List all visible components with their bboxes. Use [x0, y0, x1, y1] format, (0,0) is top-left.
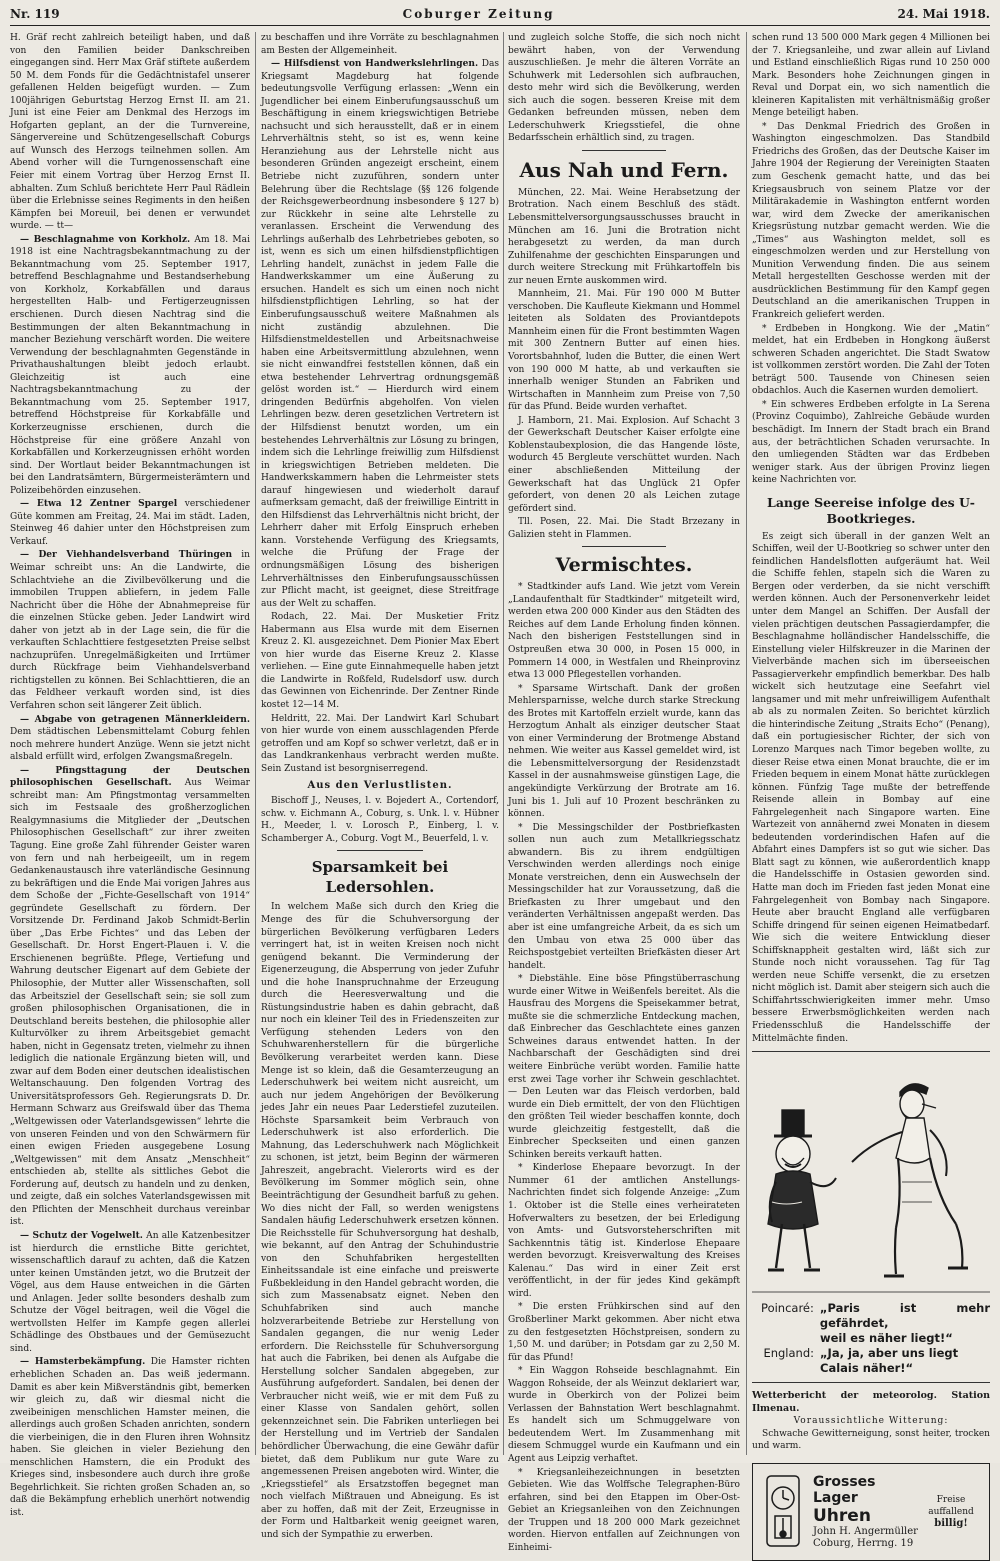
caption-text: Calais näher!“: [820, 1361, 914, 1376]
divider: [582, 150, 666, 151]
column-2: [261, 32, 499, 1540]
section-title: Vermischtes.: [555, 554, 693, 577]
article-heading: — Hamsterbekämpfung.: [20, 1357, 146, 1368]
column-divider: [255, 32, 256, 1455]
masthead: [10, 4, 990, 24]
article-paragraph: J. Hamborn, 21. Mai. Explosion. Auf Schacht 3 der Gewerkschaft Deutscher Kaiser erfolgte eine Koblenstaubexplosion, die das Hangende löste, wodurch 45 Bergleute verschüttet wurden. Nach einer abschließenden Mitteilung der Gewerkschaft hat das Unglück 21 Opfer gefordert, von denen 20 als Leichen zutage gefördert sind.: [508, 415, 740, 514]
weather-forecast: Schwache Gewitterneigung, sonst heiter, trocken und warm.: [752, 1428, 990, 1452]
weather-heading: Wetterbericht der meteorolog. Station Ilmenau.: [752, 1390, 990, 1415]
article-heading: — Abgabe von getragenen Männerkleidern.: [20, 714, 250, 725]
article-paragraph: Es zeigt sich überall in der ganzen Welt an Schiffen, weil der U-Bootkrieg so schwer unter den feindlichen Handelsflotten aufgeräumt hat. Weil die Schiffe fehlen, stapeln sich die Waren zu Bergen oder verderben, da sie nicht verschifft werden können. Auch der Personenverkehr leidet unter dem Mangel an Schiffen. Der Ausfall der vielen prächtigen deutschen Passagierdampfer, die Beschlagnahme holländischer Handelsschiffe, die Einstellung vieler Hilfskreuzer in die Marinen der Vielverbände machen sich im überseeischen Passagierverkehr empfindlich bemerkbar. Des halb wickelt sich heutzutage eine Seefahrt viel langsamer und mit mehr unfreiwilligem Aufenthalt ab als zu normalen Zeiten. So berichtet kürzlich die hinterindische Zeitung „Straits Echo“ (Penang), daß ein portugiesischer Richter, der sich von Lorenzo Marques nach Timor begeben wollte, zu dieser Reise etwa einen Monat brauchte, die er im Frieden bequem in einem Monat hätte zurücklegen können. Fünfzig Tage mußte der betreffende Reisende allein in Bombay auf eine Fahrgelegenheit nach Singapore warten. Eine Wartezeit von annähernd zwei Monaten in diesem bedeutenden vorderindischen Hafen auf die Abfahrt eines Dampfers ist so gut wie sicher. Das Blatt sagt zu können, wie außerordentlich knapp die Handelsschiffe in Ostasien geworden sind. Hatte man doch im Frieden fast jeden Monat eine Fahrgelegenheit von Bombay nach Singapore. Heute aber braucht England alle verfügbaren Schiffe dringend für seinen eigenen Heimatbedarf. Wie sich die weitere Entwicklung dieser Schiffsknappheit gestalten wird, läßt sich zur Stunde noch nicht voraussehen. Tag für Tag werden neue Schiffe versenkt, die zu ersetzen nicht möglich ist. Damit aber steigern sich auch die Schiffahrtsschwierigkeiten immer mehr. Umso bessere Erwerbsmöglichkeiten werden nach Friedensschluß die Handelsschiffe der Mittelmächte finden.: [752, 531, 990, 1044]
caption-text: „Paris ist mehr gefährdet,: [819, 1301, 990, 1331]
cartoon-illustration: [752, 1052, 990, 1320]
article-text: Aus Weimar schreibt man: Am Pfingstmontag versammelten sich im Festsaale des großherzoglichen Realgymnasiums die Mitglieder der „Deutschen Philosophischen Gesellschaft“ zur ihrer zweiten Tagung. Eine große Zahl führender Geister waren von fern und nah herbeigeeilt, um in regem Gedankenaustausch ihre vaterländische Gesinnung zu bekräftigen und die Ende Mai vorigen Jahres aus dem Schoße der „Fichte-Gesellschaft von 1914“ gegründete Gesellschaft zu fördern. Der Vorsitzende Dr. Ferdinand Jakob Schmidt-Berlin über „Das Erbe Fichtes“ und das Leben der Gesellschaft. Dr. Horst Engert-Plauen i. V. die Erschienenen begrüßte. Pflege, Vertiefung und Wahrung deutscher Eigenart auf dem Gebiete der Philosophie, der Mutter aller Wissenschaften, soll das Arbeitsziel der Gesellschaft sein; sie soll zum großen philosophischen Organisationen, die in Deutschland bereits bestehen, die philosophie aller Kulturvölker zu ihrem Arbeitsgebiet gemacht haben, nicht in Gegensatz treten, vielmehr zu ihnen lediglich die nationale Ergänzung bieten will, und zwar auf dem Boden einer deutschen idealistischen Weltanschauung. Den folgenden Vortrag des Universitätsprofessors Geh. Regierungsrats D. Dr. Hermann Schwarz aus Greifswald über das Thema „Weltgewissen oder Vaterlandsgewissen“ lehrte die von unseren Feinden und von den Schwärmern für einen ewigen Frieden ausgegebene Losung „Weltgewissen“ mit dem Ansatz „Menschheit“ entschieden ab, stellte als sittliches Gebot die Forderung auf, deutsch zu handeln und zu denken, und zeigte, daß ein solches Vaterlandsgewissen mit den Pflichten der Menschheit durchaus vereinbar ist.: [10, 778, 250, 1228]
political-cartoon: [752, 1051, 990, 1383]
article-heading: — Pfingsttagung der Deutschen philosophischen Gesellschaft.: [10, 765, 250, 789]
divider: [337, 850, 423, 851]
article-heading: — Hilfsdienst von Handwerkslehrlingen.: [271, 59, 479, 70]
article-text: Am 18. Mai 1918 ist eine Nachtragsbekanntmachung zu der Bekanntmachung vom 25. September 1917, betreffend Beschlagnahme und Bestandserhebung von Korkholz, Korkabfällen und daraus hergestellten Halb- und Fertigerzeugnissen erschienen. Durch diesen Nachtrag sind die Bestimmungen der alten Bekanntmachung in mancher Beziehung verschärft worden. Die weitere Verwendung der beschlagnahmten Gegenstände in Privathaushaltungen bleibt jedoch erlaubt. Gleichzeitig ist auch eine Nachtragsbekanntmachung zu der Bekanntmachung vom 25. September 1917, betreffend Höchstpreise für Korkabfälle und Korkerzeugnisse erschienen, durch die Höchstpreise für eine größere Anzahl von Korkabfällen und Korkerzeugnissen erhöht worden sind. Der Wortlaut beider Bekanntmachungen ist bei den Landratsämtern, Bürgermeisterämtern und Polizeibehörden einzusehen.: [10, 234, 250, 496]
caption-speaker: England:: [763, 1346, 814, 1361]
ad-price-text: auffallend: [928, 1506, 974, 1517]
article-paragraph: * Die ersten Frühkirschen sind auf den Großberliner Markt gekommen. Aber nicht etwa zu den festgesetzten Höchstpreisen, sondern zu 1,50 M. und darüber; in Potsdam gar zu 2,50 M. für das Pfund!: [508, 1302, 740, 1363]
article-paragraph: und zugleich solche Stoffe, die sich noch nicht bewährt haben, von der Verwendung auszuschließen. Je mehr die älteren Vorräte an Schuhwerk mit Ledersohlen sich aufbrauchen, desto mehr wird sich die Bevölkerung, werden sich auch die sogen. besseren Kreise mit dem Gedanken befreunden müssen, neben dem Lederschuhwerk Kriegsstiefel, die ohne Bedarfsschein erhältlich sind, zu tragen.: [508, 33, 740, 144]
newspaper-title: Coburger Zeitung: [402, 7, 555, 21]
watch-icon: [761, 1470, 805, 1554]
article-paragraph: * Stadtkinder aufs Land. Wie jetzt vom Verein „Landaufenthalt für Stadtkinder“ mitgeteilt wird, werden etwa 200 000 Kinder aus den Städten des Reiches auf dem Lande Erholung finden können. Nach den bisherigen Feststellungen sind in Ostpreußen etwa 30 000, in Posen 15 000, in Pommern 14 000, in Westfalen und Rheinprovinz etwa 13 000 Pflegestellen vorhanden.: [508, 582, 740, 681]
section-subheading: Aus den Verlustlisten.: [307, 780, 453, 792]
article-paragraph: * Kriegsanleihezeichnungen in besetzten Gebieten. Wie das Wolffsche Telegraphen-Büro erfahren, sind bei den Etappen im Ober-Ost-Gebiet an Kriegsanleihen von den Zeichnungen der Truppen und 18 200 000 Mark gezeichnet worden. Hiervon entfallen auf Zeichnungen von Einheimi-: [508, 1467, 740, 1553]
article-paragraph: Mannheim, 21. Mai. Für 190 000 M Butter verschoben. Die Kaufleute Kiekmann und Hommel leiteten als Soldaten des Proviantdepots Mannheim einen für die Front bestimmten Wagen mit 300 Zentnern Butter auf einen hies. Vorortsbahnhof, luden die Butter, die einen Wert von 190 000 M hatte, ab und verkauften sie innerhalb weniger Stunden an Fabriken und Wirtschaften in Mannheim zum Preise von 7,50 für das Pfund. Beide wurden verhaftet.: [508, 289, 740, 413]
article-paragraph: * Ein Waggon Rohseide beschlagnahmt. Ein Waggon Rohseide, der als Weinzut deklariert war, wurde in Oberkirch von der Polizei beim Verlassen der Bahnstation Wert beschlagnahmt. Es handelt sich um Schmuggelware von bedeutendem Wert. Im Zusammenhang mit diesem Schmuggel wurde ein Kaufmann und ein Agent aus Leipzig verhaftet.: [508, 1366, 740, 1464]
article-heading: — Der Viehhandelsverband Thüringen: [20, 550, 233, 561]
article-title: Lange Seereise infolge des U-Bootkrieges.: [767, 494, 975, 526]
article-title: Sparsamkeit bei Ledersohlen.: [311, 858, 449, 897]
column-4: [752, 32, 990, 1549]
column-3: [508, 32, 740, 1553]
ad-firm: John H. Angermüller: [813, 1525, 918, 1537]
column-divider: [503, 32, 504, 1455]
article-text: An alle Katzenbesitzer ist hierdurch die ernstliche Bitte gerichtet, wissenschaftlich darauf zu achten, daß die Katzen unter keinen Umständen jetzt, wo die Brutzeit der Vögel, aus dem Hause entweichen in die Gärten und Anlagen. Jeder sollte besonders deshalb zum Schutze der Vögel beitragen, weil die Vögel die wertvollsten Helfer im Kampfe gegen allerlei Schädlinge des Obstbaues und der Gemüsezucht sind.: [10, 1230, 250, 1354]
caption-text: weil es näher liegt!“: [820, 1331, 953, 1346]
article-paragraph: * Die Messingschilder der Postbriefkasten sollen nun auch zum Metallkriegsschatz abwandern. Bis zu ihrem endgültigen Verschwinden werden allerdings noch einige Monate verstreichen, denn ein Auswechseln der Messingschilder hat zur Voraussetzung, daß die Briefkasten zu Ihrer umgebaut und den veränderten Verhältnissen angepaßt werden. Das aber ist eine umfangreiche Arbeit, da es sich um den Umbau von etwa 25 000 über das Reichspostgebiet verteilten Briefkästen dieser Art handelt.: [508, 822, 740, 971]
article-paragraph: Tll. Posen, 22. Mai. Die Stadt Brzezany in Galizien steht in Flammen.: [508, 517, 740, 540]
issue-number: Nr. 119: [10, 7, 60, 21]
caption-speaker: Poincaré:: [761, 1301, 814, 1316]
article-paragraph: * Sparsame Wirtschaft. Dank der großen Mehlersparnisse, welche durch starke Streckung des Brotes mit Kartoffeln erzielt wurde, kann das Herzogtum Anhalt als einziger deutscher Staat von einer Verminderung der Brotmenge Abstand nehmen. Wie weiter aus Kassel gemeldet wird, ist die Lebensmittelversorgung der Residenzstadt Kassel in der ausnahmsweise günstigen Lage, die angekündigte Verkürzung der Brotrate am 16. Juni bis 1. Juli auf 10 Prozent beschränken zu können.: [508, 683, 740, 820]
article-paragraph: schen rund 13 500 000 Mark gegen 4 Millionen bei der 7. Kriegsanleihe, und zwar allein auf Livland und Estland einschließlich Rigas rund 10 250 000 Mark. Besonders hohe Zeichnungen gingen in Reval und Dorpat ein, wo sich namentlich die kleineren Kapitalisten mit verhältnismäßig großer Menge beteiligt haben.: [752, 33, 990, 119]
article-heading: — Etwa 12 Zentner Spargel: [20, 499, 178, 510]
article-text: Dem städtischen Lebensmittelamt Coburg fehlen noch mehrere hundert Anzüge. Wenn sie jetzt nicht alsbald erfüllt wird, erfolgen Zwangsmaßregeln.: [10, 727, 250, 763]
divider: [582, 546, 666, 547]
article-heading: — Schutz der Vogelwelt.: [20, 1230, 143, 1241]
issue-date: 24. Mai 1918.: [897, 7, 990, 21]
caption-text: „Ja, ja, aber uns liegt: [820, 1346, 959, 1361]
article-paragraph: * Ein schweres Erdbeben erfolgte in La Serena (Provinz Coquimbo), Zahlreiche Gebäude wurden beschädigt. Im Innern der Stadt brach ein Brand aus, der beträchtlichen Schaden verursachte. In den umliegenden Städten war das Erdbeben weniger stark. Aus der übrigen Provinz liegen keine Nachrichten vor.: [752, 399, 990, 486]
article-paragraph: Bischoff J., Neuses, l. v. Bojedert A., Cortendorf, schw. v. Eichmann A., Coburg, s. Unk. l. v. Hübner H., Meeder, l. v. Lorosch P., Einberg, l. v. Schamberger A., Coburg. Vogt M., Beuerfeld, l. v.: [261, 796, 499, 844]
weather-subheading: Voraussichtliche Witterung:: [793, 1416, 949, 1427]
article-text: Das Kriegsamt Magdeburg hat folgende bedeutungsvolle Verfügung erlassen: „Wenn ein Jugendlicher bei einem Einberufungsausschuß um Beschäftigung in einem kriegswichtigen Betriebe nachsucht und sich herausstellt, daß er in einem Lehrverhältnis steht, so ist es, wenn keine Heranziehung aus der Lehrstelle nicht aus besonderen Gründen angezeigt erscheint, einem Betriebe nicht zuzuführen, sondern unter Belehrung über die Rechtslage (§§ 126 folgende der Reichsgewerbeordnung insbesondere § 127 b) zur Rückkehr in seine alte Lehrstelle zu veranlassen. Erscheint die Verwendung des Lehrlings außerhalb des Lehrbetriebes geboten, so ist, wenn es sich um einen hilfsdienstpflichtigen Lehrling handelt, zunächst in jedem Falle die Handwerkskammer um eine Äußerung zu ersuchen. Handelt es sich um einen noch nicht hilfsdienstpflichtigen Lehrling, so hat der Einberufungsausschuß weitere Maßnahmen als nicht zuständig abzulehnen. Die Hilfsdienstmeldestellen und Arbeitsnachweise haben eine Arbeitsvermittlung abzulehnen, wenn sie nicht einwandfrei feststellen können, daß ein etwa bestehender Lehrvertrag ordnungsgemäß gelöst worden ist.“ — Hierdurch wird einem dringenden Bedürfnis abgeholfen. Von vielen Lehrlingen bezw. deren gesetzlichen Vertretern ist der Hilfsdienst benutzt worden, um ein bestehendes Lehrverhältnis zur Lösung zu bringen, indem sich die Lehrlinge freiwillig zum Hilfsdienst in kriegswichtigen Betrieben meldeten. Die Handwerkskammern haben die Lehrmeister stets darauf hingewiesen und wiederholt darauf aufmerksam gemacht, daß der freiwillige Eintritt in den Hilfsdienst das Lehrverhältnis nicht bricht, der Lehrherr daher mit Erfolg Einspruch erheben kann. Vorstehende Verfügung des Kriegsamts, welche die Prüfung der Frage der ordnungsmäßigen Lösung des bisherigen Lehrverhältnisses den Einberufungsausschüssen zur Pflicht macht, ist geeignet, diese Streitfrage aus der Welt zu schaffen.: [261, 59, 499, 609]
ad-address: Coburg, Herrng. 19: [813, 1537, 914, 1549]
masthead-rule: [10, 25, 990, 26]
article-paragraph: Rodach, 22. Mai. Der Musketier Fritz Habermann aus Elsa wurde mit dem Eisernen Kreuz 2. Kl. ausgezeichnet. Dem Pionier Max Ebert von hier wurde das Eiserne Kreuz 2. Klasse verliehen. — Eine gute Einnahmequelle haben jetzt die Landwirte in Roßfeld, Rudelsdorf usw. durch das Gewinnen von Eichenrinde. Der Zentner Rinde kostet 12—14 M.: [261, 612, 499, 710]
column-1: [10, 32, 250, 1518]
ad-title: Uhren: [813, 1505, 871, 1526]
ad-price-text: Freise: [936, 1494, 966, 1505]
section-title: Aus Nah und Fern.: [519, 157, 729, 182]
article-text: in Weimar schreibt uns: An die Landwirte, die Schlachtviehe an die Zivilbevölkerung und die immobilen Truppen abliefern, in jedem Falle Nachricht über die Höhe der Abnahmepreise für die einzelnen Stücke geben. Jeder Landwirt wird daher von jetzt ab in der Lage sein, die für die verkauften Schlachttiere festgesetzten Preise selbst nachzuprüfen. Unregelmäßigkeiten und Irrtümer durch Rückfrage beim Viehhandelsverband richtigstellen zu können. Bei Schlachttieren, die an das Feldheer verkauft worden sind, ist dies Verfahren schon seit längerer Zeit üblich.: [10, 550, 250, 711]
article-paragraph: * Diebstähle. Eine böse Pfingstüberraschung wurde einer Witwe in Weißenfels bereitet. Als die Hausfrau des Morgens die Speisekammer betrat, mußte sie die schmerzliche Entdeckung machen, daß Einbrecher das Geschlachtete eines ganzen Schweines daraus entwendet hatten. In der Nachbarschaft der Geschädigten sind drei weitere Einbrüche verübt worden. Familie hatte erst zwei Tage vorher ihr Schwein geschlachtet. — Den Leuten war das Fleisch verdorben, bald wurde ein Dieb ermittelt, der von den Flüchtigen den größten Teil wieder beschaffen konnte, doch wurde gleichzeitig festgestellt, daß die Einbrecher Speckseiten und einen ganzen Schinken bereits verkauft hatten.: [508, 974, 740, 1160]
article-paragraph: H. Gräf recht zahlreich beteiligt haben, und daß von den Familien beider Dankschreiben eingegangen sind. Herr Max Gräf stiftete außerdem 50 M. dem Fonds für die Gedächtnistafel unserer gefallenen Helden beigefügt wurden. — Zum 100jährigen Geburtstag Herzog Ernst II. am 21. Juni ist eine Feier am Denkmal des Herzogs im Hofgarten geplant, an der die Turnvereine, Sängervereine und Schützengesellschaft Coburgs auf Wunsch des Herzogs teilnehmen sollen. Am Abend vorher will die Turngenossenschaft eine Feier mit einem Vortrag über Herzog Ernst II. abhalten. Zum Schluß berichtete Herr Paul Rädlein über die Erlebnisse seines Regiments in den heißen Kämpfen bei Moreuil, bei denen er verwundet wurde. — tt—: [10, 33, 250, 232]
article-paragraph: In welchem Maße sich durch den Krieg die Menge des für die Schuhversorgung der bürgerlichen Bevölkerung verfügbaren Leders verringert hat, ist in weiten Kreisen noch nicht genügend bekannt. Die Verminderung der Eigenerzeugung, die Absperrung von jeder Zufuhr und die hohe Inanspruchnahme der Erzeugung durch die Heeresverwaltung und die Rüstungsindustrie haben es dahin gebracht, daß nur noch ein kleiner Teil des in Friedenszeiten zur Verfügung stehenden Leders von den Schuhwarenherstellern für die bürgerliche Bevölkerung verarbeitet werden kann. Diese Menge ist so klein, daß die Gesamterzeugung an Lederschuhwerk bei weitem nicht ausreicht, um auch nur jedem Angehörigen der Bevölkerung jedes Jahr ein neues Paar Lederstiefel zuzuteilen. Höchste Sparsamkeit beim Verbrauch von Lederschuhwerk ist also erforderlich. Die Mahnung, das Lederschuhwerk nach Möglichkeit zu schonen, ist jetzt, beim Beginn der wärmeren Jahreszeit, angebracht. Vielerorts wird es der Bevölkerung im Sommer möglich sein, ohne Beeinträchtigung der Gesundheit barfuß zu gehen. Wo dies nicht der Fall, so werden wenigstens Sandalen häufig Lederschuhwerk ersetzen können. Die Reichsstelle für Schuhversorgung hat deshalb, wie bekannt, auf den Antrag der Schuhindustrie von den Schuhfabriken hergestellten Einheitssandale ist eine einfache und preiswerte Fußbekleidung in den Handel gebracht worden, die sich zum Massenabsatz eignet. Neben den Schuhfabriken sind auch manche holzverarbeitende Betriebe zur Herstellung von Sandalen gegangen, die nur wenig Leder erfordern. Die Reichsstelle für Schuhversorgung hat auch die Fabriken, bei denen als Aufgabe die Herstellung solcher Sandalen abgegeben, zur Ausführung aufgefordert. Sandalen, bei denen der Verbraucher nicht weiß, wie er mit dem Fuß zu einer Klasse von Sandalen gehört, sollen gekennzeichnet sein. Die Fabriken unterliegen bei der Herstellung und im Vertrieb der Sandalen behördlicher Überwachung, die eine Gewähr dafür bietet, daß dem Publikum nur gute Ware zu angemessenen Preisen angeboten wird. Winter, die „Kriegsstiefel“ als Ersatzstoffen begegnet man noch vielfach Mißtrauen und Abneigung. Es ist aber zu hoffen, daß mit der Zeit, Erzeugnisse in der Form und Haltbarkeit wenig geeignet waren, und sich der Sympathie zu erwerben.: [261, 902, 499, 1540]
article-paragraph: zu beschaffen und ihre Vorräte zu beschlagnahmen am Besten der Allgemeinheit.: [261, 33, 499, 56]
ad-price-text: billig!: [934, 1517, 968, 1529]
article-paragraph: * Erdbeben in Hongkong. Wie der „Matin“ meldet, hat ein Erdbeben in Hongkong äußerst schweren Schaden angerichtet. Die Stadt Swatow ist vollkommen zerstört worden. Die Zahl der Toten beträgt 500. Tausende von Chinesen seien obdachlos. Auch die Kasernen wurden demoliert.: [752, 323, 990, 397]
article-text: Die Hamster richten erheblichen Schaden an. Das weiß jedermann. Damit es aber kein Mißverständnis gibt, bemerken wir gleich zu, daß wir diesmal nicht die zweibeinigen menschlichen Hamster meinen, die allerdings auch großen Schaden anrichten, sondern die vierbeinigen, die in den Fluren ihren Wohnsitz haben. Sie gleichen in vieler Beziehung den menschlichen Hamstern, die ein Produkt des Krieges sind, insbesondere auch durch ihre große Begehrlichkeit. Sie richten großen Schaden an, so daß die Bekämpfung erheblich unerhört notwendig ist.: [10, 1357, 250, 1518]
advertisement-watches: [752, 1463, 990, 1561]
article-heading: — Beschlagnahme von Korkholz.: [20, 234, 191, 245]
article-paragraph: * Kinderlose Ehepaare bevorzugt. In der Nummer 61 der amtlichen Anstellungs-Nachrichten findet sich folgende Anzeige: „Zum 1. Oktober ist die Stelle eines verheirateten Hofverwalters zu besetzen, der bei Erledigung von Amts- und Gutsvorsteherschriften mit Sachkenntnis tätig ist. Kinderlose Ehepaare werden bevorzugt. Kreisverwaltung des Kreises Kalenau.“ Das wird in einer Zeit erst veröffentlicht, in der für jedes Kind gekämpft wird.: [508, 1163, 740, 1299]
article-text: verschiedener Güte kommen am Freitag, 24. Mai im städt. Laden, Steinweg 46 dahier unter den Höchstpreisen zum Verkauf.: [10, 499, 250, 547]
article-paragraph: München, 22. Mai. Weine Herabsetzung der Brotration. Nach einem Beschluß des städt. Lebensmittelversorgungsausschusses braucht in München am 16. Juni die Brotration nicht herabgesetzt zu werden, da man durch Zuhilfenahme der geschichten Einsparungen und durch weitere Streckung mit Frühkartoffeln bis zur neuen Ernte auskommen wird.: [508, 187, 740, 286]
cartoon-caption: [752, 1301, 990, 1376]
ad-title: Grosses Lager: [813, 1473, 876, 1506]
column-divider: [746, 32, 747, 1455]
article-paragraph: Heldritt, 22. Mai. Der Landwirt Karl Schubart von hier wurde von einem ausschlagenden Pferde getroffen und am Kopf so schwer verletzt, daß er in das Landkrankenhaus verbracht werden mußte. Sein Zustand ist besorgniserregend.: [261, 713, 499, 774]
article-paragraph: * Das Denkmal Friedrich des Großen in Washington eingeschmolzen. Das Standbild Friedrichs des Großen, das der Deutsche Kaiser im Jahre 1904 der Regierung der Vereinigten Staaten zum Geschenk gemacht hatte, und das bei Kriegsausbruch von seinem Platze vor der Militärakademie in Washington entfernt worden war, wird dem Zwecke der amerikanischen Kriegsrüstung nutzbar gemacht werden. Wie die „Times“ aus Washington meldet, soll es eingeschmolzen werden und zur Herstellung von Munition Verwendung finden. Die aus seinem Metall hergestellten Geschosse werden mit der ausdrücklichen Bestimmung für den Kampf gegen Deutschland an die amerikanischen Truppen in Frankreich geliefert werden.: [752, 121, 990, 321]
